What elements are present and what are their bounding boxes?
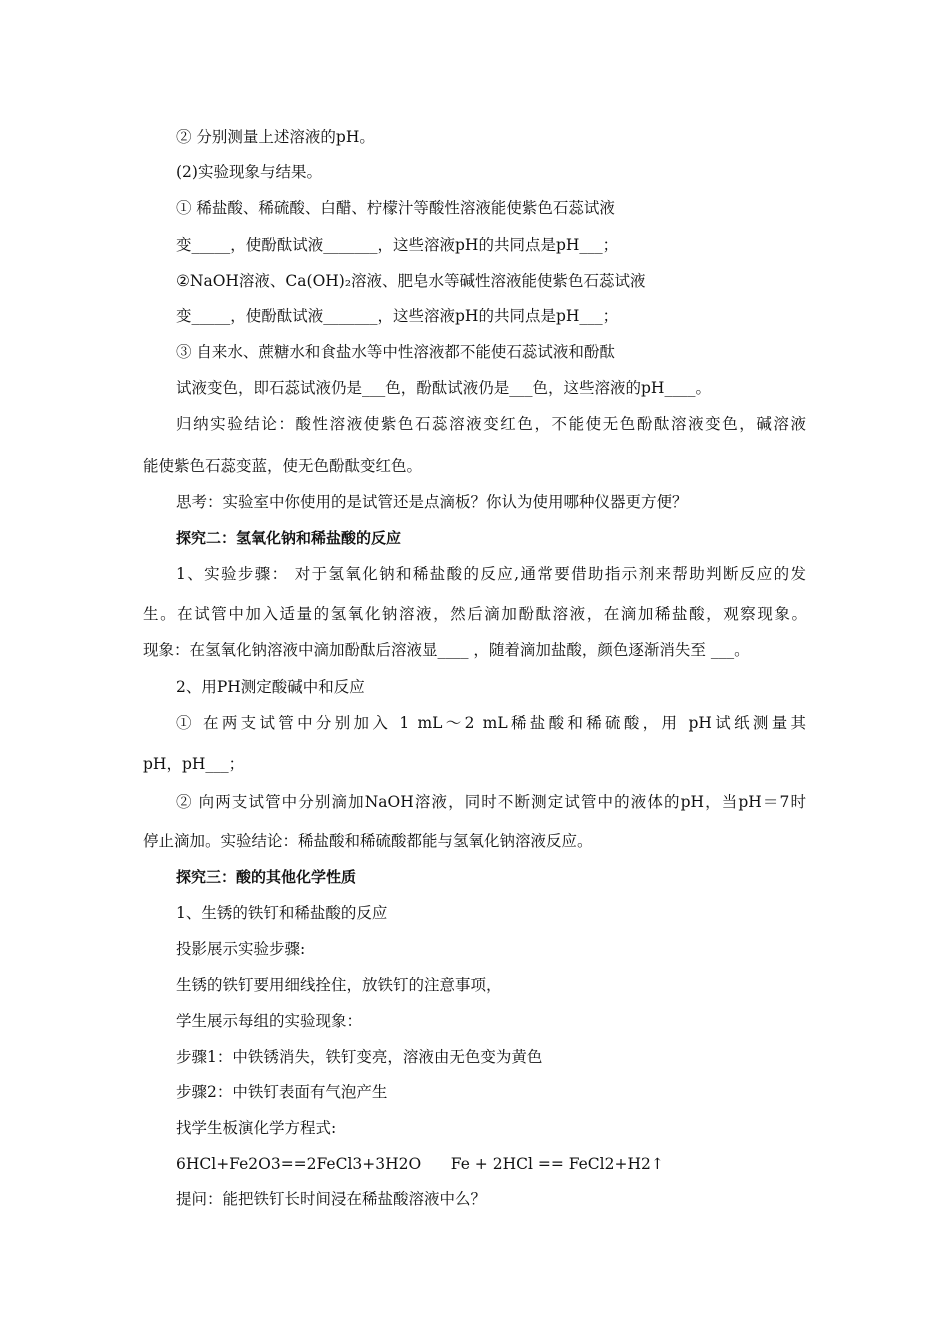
text-line: 生锈的铁钉要用细线拴住，放铁钉的注意事项， — [176, 976, 502, 994]
text-line: 归纳实验结论：酸性溶液使紫色石蕊溶液变红色，不能使无色酚酞溶液变色，碱溶液 — [176, 415, 806, 433]
text-line: ① 稀盐酸、稀硫酸、白醋、柠檬汁等酸性溶液能使紫色石蕊试液 — [176, 199, 615, 217]
text-line: 找学生板演化学方程式: — [176, 1119, 337, 1137]
equation-line: 6HCl+Fe2O3==2FeCl3+3H2O Fe + 2HCl == FeCl2+H2↑ — [176, 1155, 664, 1173]
text-line: 生。在试管中加入适量的氢氧化钠溶液，然后滴加酚酞溶液，在滴加稀盐酸，观察现象。 — [143, 605, 807, 623]
text-line: ② 向两支试管中分别滴加NaOH溶液，同时不断测定试管中的液体的pH，当pH＝7时 — [176, 793, 806, 811]
text-line: 现象：在氢氧化钠溶液中滴加酚酞后溶液显____ ，随着滴加盐酸，颜色逐渐消失至 ___。 — [143, 641, 750, 659]
text-line: 停止滴加。实验结论：稀盐酸和稀硫酸都能与氢氧化钠溶液反应。 — [143, 832, 593, 850]
text-line: 思考：实验室中你使用的是试管还是点滴板？你认为使用哪种仪器更方便？ — [176, 493, 688, 511]
text-line: 试液变色，即石蕊试液仍是___色，酚酞试液仍是___色，这些溶液的pH____。 — [176, 379, 711, 397]
text-line: ②NaOH溶液、Ca(OH)₂溶液、肥皂水等碱性溶液能使紫色石蕊试液 — [176, 272, 646, 290]
text-line: pH，pH___； — [143, 755, 245, 773]
text-line: 2、用PH测定酸碱中和反应 — [176, 678, 365, 696]
text-line: 1、实验步骤： 对于氢氧化钠和稀盐酸的反应,通常要借助指示剂来帮助判断反应的发 — [176, 565, 806, 583]
text-line: ② 分别测量上述溶液的pH。 — [176, 128, 375, 146]
section-heading: 探究三：酸的其他化学性质 — [176, 868, 357, 886]
text-line: ③ 自来水、蔗糖水和食盐水等中性溶液都不能使石蕊试液和酚酞 — [176, 343, 615, 361]
text-line: 投影展示实验步骤: — [176, 940, 306, 958]
text-line: 变_____，使酚酞试液_______，这些溶液pH的共同点是pH___； — [176, 236, 619, 254]
section-heading: 探究二：氢氧化钠和稀盐酸的反应 — [176, 529, 402, 547]
text-line: 学生展示每组的实验现象： — [176, 1012, 363, 1030]
text-line: ① 在两支试管中分别加入 1 mL～2 mL稀盐酸和稀硫酸，用 pH试纸测量其 — [176, 714, 806, 732]
text-line: 1、生锈的铁钉和稀盐酸的反应 — [176, 904, 388, 922]
text-line: (2)实验现象与结果。 — [176, 163, 322, 181]
text-line: 能使紫色石蕊变蓝，使无色酚酞变红色。 — [143, 457, 423, 475]
text-line: 步骤1：中铁锈消失，铁钉变亮，溶液由无色变为黄色 — [176, 1048, 543, 1066]
text-line: 提问：能把铁钉长时间浸在稀盐酸溶液中么？ — [176, 1190, 487, 1208]
text-line: 变_____，使酚酞试液_______，这些溶液pH的共同点是pH___； — [176, 307, 619, 325]
text-line: 步骤2：中铁钉表面有气泡产生 — [176, 1083, 388, 1101]
